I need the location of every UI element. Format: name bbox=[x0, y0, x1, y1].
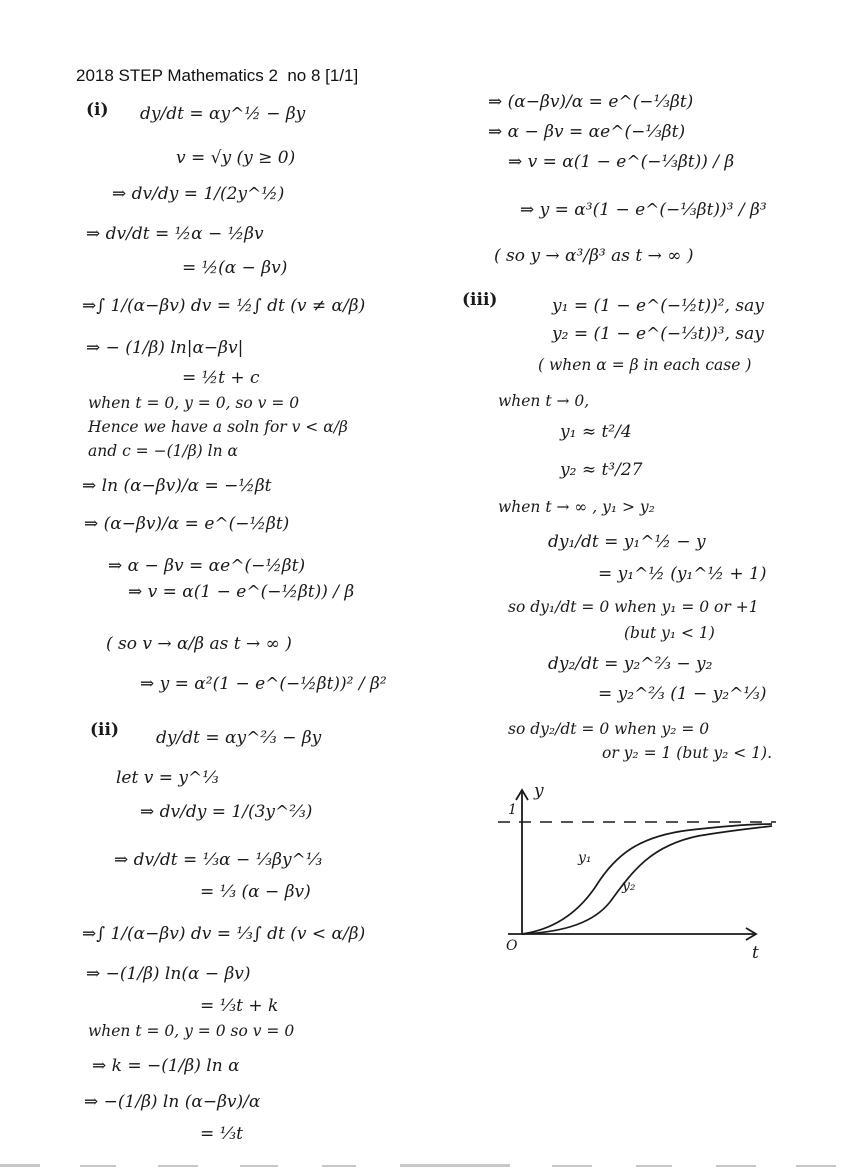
part-ii-separated-integral: ⇒∫ 1/(α−βv) dv = ⅓∫ dt (v < α/β) bbox=[82, 924, 366, 944]
curve-y1 bbox=[522, 824, 772, 934]
part-ii-y-solution: ⇒ y = α³(1 − e^(−⅓βt))³ / β³ bbox=[520, 200, 767, 220]
axis-label-y: y bbox=[534, 782, 544, 801]
part-ii-integrated-rhs: = ⅓t + k bbox=[200, 996, 279, 1016]
part-i-exp-form: ⇒ (α−βv)/α = e^(−½βt) bbox=[84, 514, 290, 534]
part-iii-y1-bound: (but y₁ < 1) bbox=[624, 624, 715, 642]
part-iii-y2-definition: y₂ = (1 − e^(−⅓t))³, say bbox=[552, 324, 764, 344]
part-i-v-limit: ( so v → α/β as t → ∞ ) bbox=[106, 634, 292, 654]
part-ii-substitution: let v = y^⅓ bbox=[116, 768, 219, 788]
part-i-label: (i) bbox=[86, 100, 109, 120]
part-ii-dvdy: ⇒ dv/dy = 1/(3y^⅔) bbox=[140, 802, 313, 822]
part-ii-ode: dy/dt = αy^⅔ − βy bbox=[156, 728, 322, 748]
part-i-dvdy: ⇒ dv/dy = 1/(2y^½) bbox=[112, 184, 285, 204]
part-i-solution-range: Hence we have a soln for v < α/β bbox=[88, 418, 348, 436]
part-i-substitution: v = √y (y ≥ 0) bbox=[176, 148, 296, 168]
part-i-rearranged: ⇒ α − βv = αe^(−½βt) bbox=[108, 556, 306, 576]
part-iii-dy1dt-factored: = y₁^½ (y₁^½ + 1) bbox=[598, 564, 767, 584]
curve-y2 bbox=[522, 826, 772, 934]
scan-edge-marks bbox=[0, 1160, 850, 1169]
part-ii-dvdt-factored: = ⅓ (α − βv) bbox=[200, 882, 311, 902]
sketch-graph bbox=[490, 782, 790, 962]
curve-y1-label: y₁ bbox=[578, 850, 592, 866]
part-i-log-form: ⇒ ln (α−βv)/α = −½βt bbox=[82, 476, 272, 496]
asymptote-label: 1 bbox=[508, 802, 517, 818]
part-iii-small-t: when t → 0, bbox=[498, 392, 590, 410]
page-header: 2018 STEP Mathematics 2 no 8 [1/1] bbox=[76, 66, 359, 85]
part-iii-label: (iii) bbox=[462, 290, 498, 310]
part-iii-assumption: ( when α = β in each case ) bbox=[538, 356, 752, 374]
part-i-y-solution: ⇒ y = α²(1 − e^(−½βt))² / β² bbox=[140, 674, 387, 694]
part-i-constant: and c = −(1/β) ln α bbox=[88, 442, 238, 460]
part-iii-dy1dt: dy₁/dt = y₁^½ − y bbox=[548, 532, 706, 552]
origin-label: O bbox=[506, 938, 518, 954]
part-i-v-solution: ⇒ v = α(1 − e^(−½βt)) / β bbox=[128, 582, 355, 602]
part-i-ode: dy/dt = αy^½ − βy bbox=[140, 104, 306, 124]
part-ii-v-solution: ⇒ v = α(1 − e^(−⅓βt)) / β bbox=[508, 152, 735, 172]
part-i-initial-condition: when t = 0, y = 0, so v = 0 bbox=[88, 394, 300, 412]
part-iii-dy2dt: dy₂/dt = y₂^⅔ − y₂ bbox=[548, 654, 713, 674]
part-iii-dy2dt-factored: = y₂^⅔ (1 − y₂^⅓) bbox=[598, 684, 767, 704]
part-iii-y2-bound: or y₂ = 1 (but y₂ < 1). bbox=[602, 744, 773, 762]
part-ii-dvdt: ⇒ dv/dt = ⅓α − ⅓βy^⅓ bbox=[114, 850, 323, 870]
part-ii-log-form: ⇒ −(1/β) ln (α−βv)/α bbox=[84, 1092, 261, 1112]
part-ii-y-limit: ( so y → α³/β³ as t → ∞ ) bbox=[494, 246, 694, 266]
part-i-dvdt: ⇒ dv/dt = ½α − ½βv bbox=[86, 224, 264, 244]
part-iii-y1-approx: y₁ ≈ t²/4 bbox=[560, 422, 632, 442]
part-i-integrated-lhs: ⇒ − (1/β) ln|α−βv| bbox=[86, 338, 244, 358]
part-ii-label: (ii) bbox=[90, 720, 120, 740]
part-ii-integrated-lhs: ⇒ −(1/β) ln(α − βv) bbox=[86, 964, 251, 984]
part-ii-constant: ⇒ k = −(1/β) ln α bbox=[92, 1056, 240, 1076]
curve-y2-label: y₂ bbox=[622, 878, 636, 894]
part-iii-large-t: when t → ∞ , y₁ > y₂ bbox=[498, 498, 655, 516]
part-ii-initial-condition: when t = 0, y = 0 so v = 0 bbox=[88, 1022, 295, 1040]
part-ii-rearranged: ⇒ α − βv = αe^(−⅓βt) bbox=[488, 122, 686, 142]
part-iii-y2-approx: y₂ ≈ t³/27 bbox=[560, 460, 643, 480]
axis-label-t: t bbox=[752, 943, 759, 962]
part-ii-log-rhs: = ⅓t bbox=[200, 1124, 243, 1144]
part-i-dvdt-factored: = ½(α − βv) bbox=[182, 258, 288, 278]
part-ii-exp-form: ⇒ (α−βv)/α = e^(−⅓βt) bbox=[488, 92, 694, 112]
part-iii-y1-definition: y₁ = (1 − e^(−½t))², say bbox=[552, 296, 764, 316]
part-iii-y2-stationary: so dy₂/dt = 0 when y₂ = 0 bbox=[508, 720, 710, 738]
part-i-integrated-rhs: = ½t + c bbox=[182, 368, 260, 388]
part-iii-y1-stationary: so dy₁/dt = 0 when y₁ = 0 or +1 bbox=[508, 598, 759, 616]
part-i-separated-integral: ⇒∫ 1/(α−βv) dv = ½∫ dt (v ≠ α/β) bbox=[82, 296, 366, 316]
